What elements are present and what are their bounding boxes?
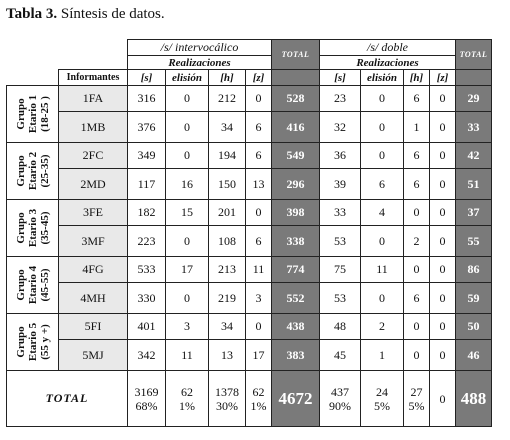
value-cell: 39 [320, 169, 361, 200]
age-group-cell [7, 143, 59, 200]
totals-label: TOTAL [7, 371, 128, 427]
value-cell: 150 [209, 169, 246, 200]
value-cell: 342 [128, 340, 166, 371]
column-total-count: 3169 [134, 384, 159, 399]
value-cell: 401 [128, 314, 166, 340]
column-total-cell [246, 371, 272, 427]
row-total-cell: 37 [456, 200, 492, 226]
column-total-percent: 1% [250, 398, 267, 413]
column-total-percent: 5% [374, 398, 390, 413]
data-table [6, 39, 492, 427]
value-cell: 330 [128, 283, 166, 314]
informant-code: 1MB [59, 112, 128, 143]
age-group-line1: Grupo [14, 269, 27, 301]
age-group-line1: Grupo [14, 326, 27, 358]
value-cell: 1 [361, 340, 404, 371]
value-cell: 212 [209, 86, 246, 112]
row-total-cell: 552 [272, 283, 320, 314]
column-total-cell [404, 371, 430, 427]
value-cell: 108 [209, 226, 246, 257]
value-cell: 16 [166, 169, 209, 200]
value-cell: 2 [404, 226, 430, 257]
value-cell: 6 [246, 112, 272, 143]
value-cell: 223 [128, 226, 166, 257]
value-cell: 0 [166, 283, 209, 314]
header-row-3 [7, 70, 492, 86]
value-cell: 48 [320, 314, 361, 340]
column-total-count: 0 [439, 391, 446, 406]
value-cell: 33 [320, 200, 361, 226]
grand-total-cell: 4672 [272, 371, 320, 427]
column-total-cell [430, 371, 456, 427]
column-total-cell [320, 371, 361, 427]
informant-code: 5FI [59, 314, 128, 340]
value-cell: 3 [166, 314, 209, 340]
value-cell: 0 [430, 169, 456, 200]
value-cell: 0 [430, 200, 456, 226]
age-group-line2: Etario 5 [26, 322, 39, 362]
value-cell: 13 [246, 169, 272, 200]
value-cell: 0 [166, 112, 209, 143]
value-cell: 3 [246, 283, 272, 314]
value-cell: 6 [246, 143, 272, 169]
value-cell: 6 [361, 169, 404, 200]
value-cell: 17 [166, 257, 209, 283]
column-total-percent: 90% [329, 398, 351, 413]
value-cell: 201 [209, 200, 246, 226]
value-cell: 4 [361, 200, 404, 226]
age-group-line3: (45-55) [38, 268, 51, 302]
value-cell: 17 [246, 340, 272, 371]
age-group-line1: Grupo [14, 212, 27, 244]
column-total-percent: 68% [135, 398, 158, 413]
value-cell: 182 [128, 200, 166, 226]
value-cell: 0 [361, 283, 404, 314]
age-group-cell [7, 86, 59, 143]
value-cell: 2 [361, 314, 404, 340]
column-total-cell [361, 371, 404, 427]
value-cell: 34 [209, 314, 246, 340]
col-header: [z] [246, 70, 272, 86]
value-cell: 0 [430, 340, 456, 371]
informant-code: 4MH [59, 283, 128, 314]
value-cell: 23 [320, 86, 361, 112]
value-cell: 53 [320, 226, 361, 257]
age-group-line1: Grupo [14, 155, 27, 187]
row-total-cell: 296 [272, 169, 320, 200]
row-total-cell: 549 [272, 143, 320, 169]
column-total-cell [209, 371, 246, 427]
value-cell: 6 [404, 169, 430, 200]
row-total-cell: 383 [272, 340, 320, 371]
row-total-cell: 338 [272, 226, 320, 257]
header-row-1 [7, 40, 492, 56]
value-cell: 11 [361, 257, 404, 283]
informant-code: 5MJ [59, 340, 128, 371]
value-cell: 533 [128, 257, 166, 283]
value-cell: 6 [246, 226, 272, 257]
table-row [7, 112, 492, 143]
value-cell: 0 [361, 86, 404, 112]
value-cell: 0 [430, 112, 456, 143]
column-total-count: 24 [376, 384, 388, 399]
age-group-line3: (18-25 ) [38, 96, 51, 132]
col-header: [h] [209, 70, 246, 86]
column-total-count: 437 [331, 384, 349, 399]
caption-text: Síntesis de datos. [57, 6, 165, 22]
age-group-line1: Grupo [14, 98, 27, 130]
value-cell: 0 [361, 226, 404, 257]
value-cell: 0 [430, 86, 456, 112]
value-cell: 0 [166, 226, 209, 257]
value-cell: 0 [246, 314, 272, 340]
col-header-total [456, 70, 492, 86]
col-header: [h] [404, 70, 430, 86]
total-b-header: TOTAL [456, 40, 492, 70]
row-total-cell: 55 [456, 226, 492, 257]
column-total-count: 62 [181, 384, 193, 399]
col-header: [z] [430, 70, 456, 86]
informant-code: 1FA [59, 86, 128, 112]
column-total-percent: 5% [408, 398, 425, 413]
value-cell: 6 [404, 143, 430, 169]
column-total-count: 1378 [215, 384, 239, 399]
row-total-cell: 33 [456, 112, 492, 143]
table-row [7, 86, 492, 112]
value-cell: 0 [430, 314, 456, 340]
age-group-cell [7, 200, 59, 257]
informant-code: 3MF [59, 226, 128, 257]
row-total-cell: 416 [272, 112, 320, 143]
column-total-percent: 30% [216, 398, 238, 413]
row-total-cell: 29 [456, 86, 492, 112]
value-cell: 0 [166, 143, 209, 169]
value-cell: 0 [246, 200, 272, 226]
value-cell: 213 [209, 257, 246, 283]
value-cell: 45 [320, 340, 361, 371]
age-group-cell [7, 314, 59, 371]
row-total-cell: 51 [456, 169, 492, 200]
table-row [7, 169, 492, 200]
value-cell: 0 [430, 226, 456, 257]
value-cell: 1 [404, 112, 430, 143]
group-a-header: /s/ intervocálico [128, 40, 272, 56]
informant-code: 3FE [59, 200, 128, 226]
value-cell: 194 [209, 143, 246, 169]
age-group-label [15, 152, 51, 190]
value-cell: 0 [430, 257, 456, 283]
column-total-count: 62 [252, 384, 265, 399]
column-total-count: 27 [410, 384, 423, 399]
row-total-cell: 438 [272, 314, 320, 340]
age-group-cell [7, 257, 59, 314]
row-total-cell: 528 [272, 86, 320, 112]
value-cell: 349 [128, 143, 166, 169]
value-cell: 6 [404, 86, 430, 112]
value-cell: 316 [128, 86, 166, 112]
value-cell: 11 [166, 340, 209, 371]
value-cell: 0 [404, 200, 430, 226]
informantes-header: Informantes [59, 70, 128, 86]
age-group-label [15, 323, 51, 361]
value-cell: 13 [209, 340, 246, 371]
column-total-percent: 1% [179, 398, 195, 413]
age-group-line2: Etario 1 [26, 94, 39, 134]
age-group-line3: (35-45) [38, 211, 51, 245]
age-group-line3: (55 y +) [38, 324, 51, 360]
totals-row [7, 371, 492, 427]
value-cell: 34 [209, 112, 246, 143]
row-total-cell: 42 [456, 143, 492, 169]
table-row [7, 143, 492, 169]
value-cell: 0 [404, 257, 430, 283]
row-total-cell: 46 [456, 340, 492, 371]
informant-code: 2FC [59, 143, 128, 169]
row-total-cell: 398 [272, 200, 320, 226]
age-group-line2: Etario 3 [26, 208, 39, 248]
table-caption [6, 6, 165, 23]
age-group-label [15, 266, 51, 304]
age-group-line2: Etario 4 [26, 265, 39, 305]
grand-total-cell: 488 [456, 371, 492, 427]
value-cell: 15 [166, 200, 209, 226]
value-cell: 11 [246, 257, 272, 283]
table-row [7, 314, 492, 340]
caption-label: Tabla 3. [6, 6, 58, 22]
value-cell: 32 [320, 112, 361, 143]
value-cell: 75 [320, 257, 361, 283]
informant-code: 2MD [59, 169, 128, 200]
value-cell: 117 [128, 169, 166, 200]
row-total-cell: 50 [456, 314, 492, 340]
value-cell: 219 [209, 283, 246, 314]
value-cell: 36 [320, 143, 361, 169]
table-row [7, 200, 492, 226]
col-header-total [272, 70, 320, 86]
age-group-line3: (25-35) [38, 154, 51, 188]
table-row [7, 283, 492, 314]
realizaciones-b-header: Realizaciones [320, 56, 456, 70]
value-cell: 0 [361, 112, 404, 143]
table-row [7, 226, 492, 257]
age-group-label [15, 95, 51, 133]
column-total-cell [166, 371, 209, 427]
total-a-header: TOTAL [272, 40, 320, 70]
value-cell: 376 [128, 112, 166, 143]
col-header: elisión [166, 70, 209, 86]
col-header: [s] [320, 70, 361, 86]
col-header: elisión [361, 70, 404, 86]
realizaciones-a-header: Realizaciones [128, 56, 272, 70]
value-cell: 0 [361, 143, 404, 169]
informant-code: 4FG [59, 257, 128, 283]
age-group-line2: Etario 2 [26, 151, 39, 191]
value-cell: 0 [430, 143, 456, 169]
value-cell: 6 [404, 283, 430, 314]
value-cell: 0 [246, 86, 272, 112]
row-total-cell: 774 [272, 257, 320, 283]
table-row [7, 340, 492, 371]
table-row [7, 257, 492, 283]
value-cell: 53 [320, 283, 361, 314]
column-total-cell [128, 371, 166, 427]
value-cell: 0 [404, 340, 430, 371]
col-header: [s] [128, 70, 166, 86]
value-cell: 0 [404, 314, 430, 340]
value-cell: 0 [430, 283, 456, 314]
value-cell: 0 [166, 86, 209, 112]
row-total-cell: 86 [456, 257, 492, 283]
header-row-2 [7, 56, 492, 70]
row-total-cell: 59 [456, 283, 492, 314]
group-b-header: /s/ doble [320, 40, 456, 56]
age-group-label [15, 209, 51, 247]
